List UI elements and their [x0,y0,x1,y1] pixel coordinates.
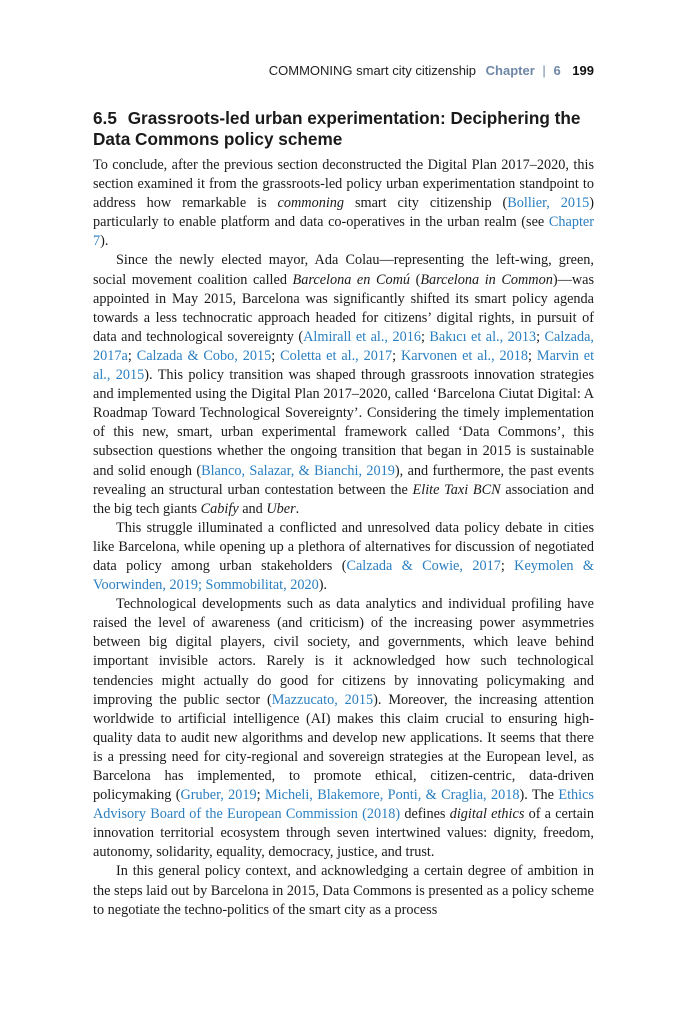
citation-link[interactable]: Micheli, Blakemore, Ponti, & Craglia, 2018 [264,787,520,804]
italic-text: Elite Taxi BCN [412,481,501,498]
citation-link[interactable]: Calzada, 2017a [93,328,594,364]
citation-link[interactable]: Keymolen & Voorwinden, 2019; Sommobilitat, 2020 [93,557,594,594]
paragraph [93,595,594,862]
text-run: Since the newly elected mayor, Ada Colau—representing the left-wing, green, social movement coalition called [93,252,594,288]
text-run: ) particularly to enable platform and data co-operatives in the urban realm (see [93,195,594,231]
text-run: This struggle illuminated a conflicted and unresolved data policy debate in cities like Barcelona, while opening up a plethora of alternatives for discussion of negotiated data policy among urban stakeholders ( [93,519,594,574]
text-run: ). The [519,787,559,804]
running-head-separator: | [542,63,546,78]
section-heading [93,108,593,150]
text-run: In this general policy context, and acknowledging a certain degree of ambition in the steps laid out by Barcelona in 2015, Data Commons is presented as a policy scheme to negotiate the techno-politics of the smart city as a process [93,863,594,918]
citation-link[interactable]: Coletta et al., 2017 [280,347,393,364]
text-run: Technological developments such as data analytics and individual profiling have raised the level of awareness (and criticism) of the increasing power asymmetries between big digital players, civil society, and governments, which leave behind important invisible actors. Rarely is it acknowledged how such technological tendencies might actually do good for citizens by innovating policymaking and improving the public sector ( [93,596,594,708]
citation-link[interactable]: Bakıcı et al., 2013 [429,328,537,345]
citation-link[interactable]: Chapter 7 [93,214,594,250]
body-text [93,156,594,920]
citation-link[interactable]: Almirall et al., 2016 [303,328,421,345]
citation-link[interactable]: Calzada & Cowie, 2017 [346,557,501,574]
text-run: ; [256,787,265,804]
text-run: ; [392,347,401,364]
text-run: association and the big tech giants [93,481,594,517]
citation-link[interactable]: Karvonen et al., 2018 [401,347,529,364]
paragraph [93,519,594,595]
citation-link[interactable]: Marvin et al., 2015 [93,347,595,384]
page-number: 199 [572,63,594,78]
citation-link[interactable]: Ethics Advisory Board of the European Commission (2018) [93,787,594,823]
text-run: and [238,500,267,517]
text-run: ). Moreover, the increasing attention worldwide to artificial intelligence (AI) makes this claim crucial to ensuring high-quality data to audit new algorithms and develop new applications. It seems that there is a pressing need for city-regional and sovereign strategies at the European level, as Barcelona has implemented, to promote ethical, citizen-centric, data-driven policymaking ( [93,691,594,804]
italic-text: commoning [277,195,345,212]
text-run: ; [528,347,537,364]
text-run: ). [318,577,328,594]
citation-link[interactable]: Bollier, 2015 [507,195,590,212]
text-run: smart city citizenship ( [344,195,508,212]
running-head-chapter-label: Chapter [485,63,535,78]
running-head [269,63,594,78]
paragraph [93,862,594,919]
text-run: ). [100,233,109,250]
text-run: ; [420,328,430,345]
italic-text: digital ethics [449,806,525,823]
text-run: defines [400,806,450,823]
italic-text: Uber [266,500,296,517]
text-run: ; [500,557,515,574]
text-run: )—was appointed in May 2015, Barcelona was significantly shifted its smart policy agenda towards a less technocratic approach headed for citizens’ digital rights, in pursuit of data and technological sovereignty ( [93,271,594,345]
running-head-title: COMMONING smart city citizenship [268,63,477,78]
italic-text: Cabify [200,500,239,517]
citation-link[interactable]: Mazzucato, 2015 [271,691,374,708]
italic-text: Barcelona en Comú [292,271,410,288]
italic-text: Barcelona in Common [420,271,553,288]
section-number: 6.5 [93,108,117,128]
text-run: of a certain innovation territorial ecosystem through seven intertwined values: dignity, freedom, autonomy, solidarity, equality, democracy, justice, and trust. [93,806,594,861]
text-run: ; [127,347,137,364]
citation-link[interactable]: Blanco, Salazar, & Bianchi, 2019 [201,462,395,479]
text-run: ). This policy transition was shaped through grassroots innovation strategies and implemented using the Digital Plan 2017–2020, called ‘Barcelona Ciutat Digital: A Roadmap Toward Technological Sovereignty’. Considering the timely implementation of this new, smart, urban experimental framework called ‘Data Commons’, this subsection questions whether the ongoing transition that began in 2015 is sustainable and solid enough ( [93,367,594,479]
paragraph [93,156,594,251]
text-run: ( [410,271,421,288]
citation-link[interactable]: Gruber, 2019 [180,787,257,804]
paragraph [93,251,594,518]
citation-link[interactable]: Calzada & Cobo, 2015 [136,347,272,364]
text-run: . [295,500,300,517]
text-run: ; [271,347,281,364]
text-run: To conclude, after the previous section deconstructed the Digital Plan 2017–2020, this section examined it from the grassroots-led policy urban experimentation standpoint to address how remarkable is [93,157,594,212]
text-run: ), and furthermore, the past events revealing an structural urban contestation between the [93,462,594,498]
section-title: Grassroots-led urban experimentation: Deciphering the Data Commons policy scheme [93,108,581,149]
text-run: ; [536,328,545,345]
running-head-chapter-number: 6 [553,63,561,78]
